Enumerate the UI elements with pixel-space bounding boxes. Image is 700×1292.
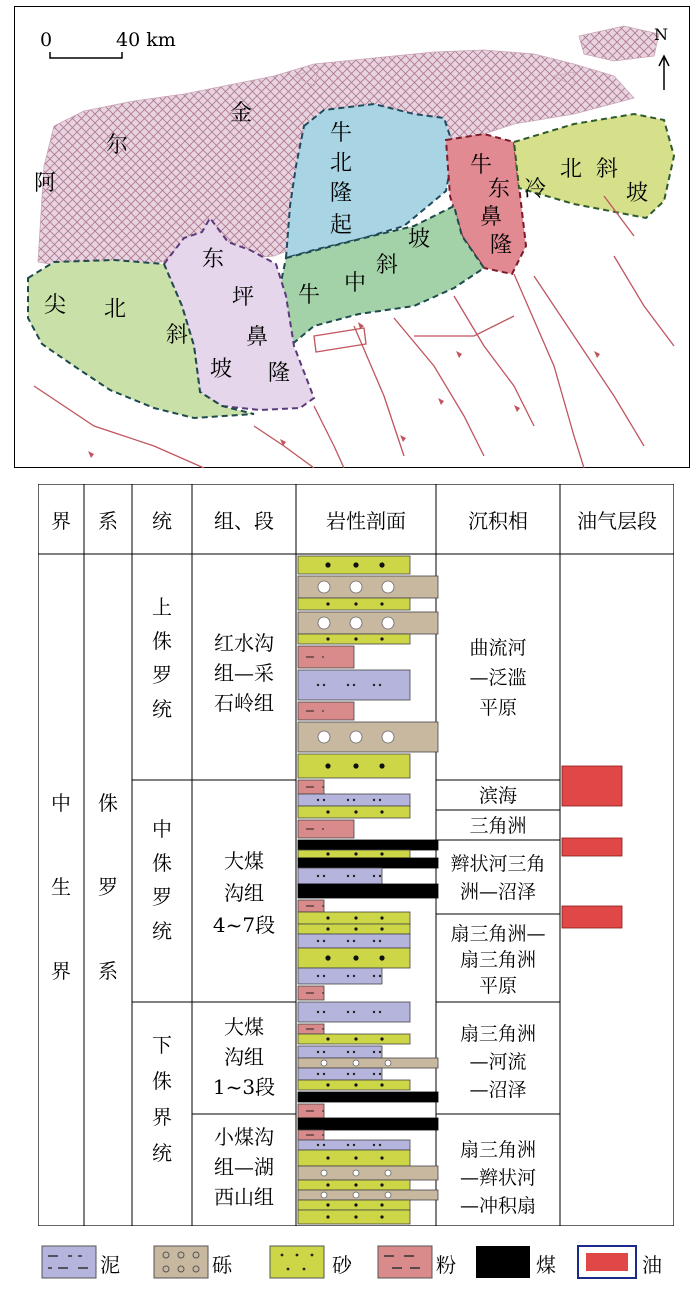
mud-mark [323, 684, 325, 686]
series-lower-1: 下 [152, 1033, 172, 1057]
sand-grain [354, 637, 357, 640]
lith-layer-sand [298, 1180, 410, 1190]
sand-grain [354, 852, 357, 855]
facies-fan-river-2: —河流 [469, 1051, 527, 1073]
system-char-3: 系 [98, 959, 118, 983]
mud-mark [317, 940, 319, 942]
sand-grain [353, 763, 358, 768]
sand-grain [326, 1083, 329, 1086]
legend-sand [270, 1246, 353, 1278]
series-upper-2: 侏 [152, 629, 172, 653]
facies-fan-plain-2: 扇三角洲 [459, 949, 537, 971]
structural-map [14, 6, 690, 468]
mud-mark [323, 799, 325, 801]
mud-mark [379, 975, 381, 977]
system-char-2: 罗 [98, 875, 118, 899]
header-facies: 沉积相 [468, 509, 528, 533]
mud-mark [353, 1051, 355, 1053]
mud-mark [379, 1073, 381, 1075]
label-altun-1: 阿 [34, 171, 57, 196]
lith-layer-mud [298, 868, 382, 884]
mud-mark [373, 1144, 375, 1146]
lith-layer-mud [298, 968, 382, 984]
sand-grain [325, 955, 330, 960]
gravel-clast [350, 617, 362, 629]
lith-layer-coal [298, 884, 438, 898]
series-upper-3: 罗 [152, 663, 172, 687]
facies-meander-2: —泛滥 [469, 667, 527, 689]
lith-layer-gravel [298, 1058, 438, 1068]
facies-braided-2: 洲—沼泽 [459, 881, 537, 903]
facies-meander-1: 曲流河 [469, 637, 527, 659]
label-dongping-4: 隆 [268, 361, 291, 386]
formation-xiaomeigou-3: 西山组 [214, 1185, 274, 1209]
series-upper-1: 上 [152, 595, 172, 619]
label-altun-3: 金 [230, 101, 253, 126]
legend-gravel-label: 砾 [212, 1253, 232, 1277]
label-lengbei-4: 坡 [626, 181, 649, 206]
facies-fan-plain-1: 扇三角洲— [450, 923, 546, 945]
label-lengbei-2: 北 [560, 157, 583, 182]
sand-grain [326, 916, 329, 919]
formation-hongshuigou-3: 石岭组 [214, 691, 274, 715]
lith-layer-sand [298, 1210, 410, 1224]
formation-hongshuigou-1: 红水沟 [214, 631, 274, 655]
north-label: N [654, 25, 668, 44]
gravel-clast [318, 731, 330, 743]
header-series: 统 [152, 509, 172, 533]
mud-mark [317, 1144, 319, 1146]
facies-fan-river-1: 扇三角洲 [459, 1023, 537, 1045]
label-niuzhong-4: 坡 [408, 227, 431, 252]
stratigraphic-column [38, 484, 674, 1226]
lith-layer-sand [298, 806, 410, 818]
label-jianbei-2: 北 [104, 297, 127, 322]
mud-mark [373, 875, 375, 877]
oil-interval-3 [562, 906, 622, 928]
mud-mark [317, 875, 319, 877]
gravel-clast [350, 731, 362, 743]
mud-mark [373, 799, 375, 801]
formation-dameigou13-1: 大煤 [224, 1015, 264, 1039]
legend-silt-label: 粉 [436, 1253, 456, 1277]
mud-mark [373, 975, 375, 977]
label-niubei-1: 牛 [330, 121, 353, 146]
gravel-clast [385, 1060, 391, 1066]
header-lithology: 岩性剖面 [326, 509, 406, 533]
gravel-clast [382, 731, 394, 743]
lith-layer-sand [298, 1034, 410, 1044]
mud-mark [317, 799, 319, 801]
label-jianbei-3: 斜 [166, 323, 189, 348]
lith-layer-mud [298, 1068, 382, 1080]
legend-sand-label: 砂 [332, 1253, 352, 1277]
sand-grain [380, 810, 383, 813]
legend-sand-swatch [270, 1246, 324, 1278]
legend-gravel-swatch [154, 1246, 208, 1278]
sand-grain [353, 562, 358, 567]
mud-mark [353, 799, 355, 801]
facies-braided-1: 辫状河三角 [450, 853, 546, 875]
gravel-clast [353, 1192, 359, 1198]
mud-mark [317, 1011, 319, 1013]
facies-delta: 三角洲 [469, 815, 527, 837]
erathem-char-1: 中 [51, 791, 71, 815]
legend-mud [42, 1246, 120, 1278]
series-middle-1: 中 [152, 817, 172, 841]
mud-mark [323, 940, 325, 942]
facies-fan-alluvial-1: 扇三角洲 [459, 1139, 537, 1161]
legend-oil [578, 1246, 662, 1278]
mud-mark [353, 684, 355, 686]
label-niudong-4: 隆 [490, 233, 513, 258]
lith-layer-sand [298, 1200, 410, 1210]
sand-grain [326, 637, 329, 640]
sand-grain [380, 1037, 383, 1040]
sand-grain [354, 1183, 357, 1186]
sand-grain [354, 1156, 357, 1159]
mud-mark [373, 1073, 375, 1075]
mud-mark [379, 1144, 381, 1146]
mud-mark [347, 940, 349, 942]
mud-mark [347, 975, 349, 977]
sand-grain [354, 1215, 357, 1218]
erathem-char-2: 生 [51, 875, 71, 899]
lith-layer-sand [298, 912, 410, 924]
series-lower-4: 统 [152, 1141, 172, 1165]
sand-grain [380, 1203, 383, 1206]
mud-mark [347, 799, 349, 801]
lith-layer-sand [298, 634, 410, 644]
sand-grain [380, 1156, 383, 1159]
sand-grain [326, 1203, 329, 1206]
series-upper-4: 统 [152, 697, 172, 721]
label-dongping-3: 鼻 [246, 325, 269, 350]
sand-grain [380, 1183, 383, 1186]
lithology-legend [38, 1240, 674, 1284]
series-middle-3: 罗 [152, 885, 172, 909]
sand-grain [380, 852, 383, 855]
sand-grain [380, 916, 383, 919]
gravel-clast [353, 1170, 359, 1176]
mud-mark [317, 975, 319, 977]
sand-grain [380, 637, 383, 640]
sand-grain [325, 763, 330, 768]
sand-grain [354, 1037, 357, 1040]
lith-layer-coal [298, 1092, 438, 1102]
sand-grain [354, 916, 357, 919]
header-erathem: 界 [51, 509, 71, 533]
sand-grain [354, 1083, 357, 1086]
gravel-clast [385, 1192, 391, 1198]
legend-coal-label: 煤 [536, 1253, 556, 1277]
mud-mark [373, 940, 375, 942]
mud-mark [347, 875, 349, 877]
mud-mark [353, 940, 355, 942]
label-altun-2: 尔 [106, 133, 129, 158]
label-niudong-3: 鼻 [480, 205, 503, 230]
mud-mark [317, 684, 319, 686]
formation-dameigou47-3: 4~7段 [212, 913, 276, 937]
sand-grain [326, 927, 329, 930]
sand-grain [326, 1183, 329, 1186]
sand-grain [354, 602, 357, 605]
erathem-char-3: 界 [51, 959, 71, 983]
gravel-clast [321, 1192, 327, 1198]
sand-grain [354, 927, 357, 930]
gravel-clast [321, 1060, 327, 1066]
mud-mark [379, 799, 381, 801]
mud-mark [323, 1051, 325, 1053]
legend-coal [476, 1246, 556, 1278]
header-formation: 组、段 [214, 509, 274, 533]
gravel-clast [385, 1170, 391, 1176]
legend-mud-swatch [42, 1246, 96, 1278]
gravel-clast [318, 617, 330, 629]
lith-layer-coal [298, 1118, 438, 1130]
mud-mark [379, 940, 381, 942]
scale-distance-label: 40 km [116, 29, 176, 51]
facies-fan-alluvial-3: —冲积扇 [459, 1195, 537, 1217]
mud-mark [353, 1011, 355, 1013]
formation-dameigou13-2: 沟组 [224, 1045, 264, 1069]
formation-xiaomeigou-2: 组—湖 [214, 1155, 274, 1179]
label-jianbei-1: 尖 [44, 293, 67, 318]
sand-grain [326, 1037, 329, 1040]
sand-grain [380, 927, 383, 930]
gravel-clast [382, 581, 394, 593]
facies-meander-3: 平原 [478, 697, 518, 719]
header-system: 系 [98, 509, 118, 533]
header-oil-gas: 油气层段 [577, 509, 657, 533]
formation-hongshuigou-2: 组—采 [214, 661, 274, 685]
label-niubei-4: 起 [330, 213, 353, 238]
label-niubei-2: 北 [330, 151, 353, 176]
mud-mark [379, 684, 381, 686]
sand-grain [354, 810, 357, 813]
mud-mark [353, 1144, 355, 1146]
lith-layer-coal [298, 840, 438, 850]
mud-mark [353, 1073, 355, 1075]
facies-fan-plain-3: 平原 [478, 975, 518, 997]
mud-mark [373, 1011, 375, 1013]
lith-layer-gravel [298, 1166, 438, 1180]
mud-mark [323, 1011, 325, 1013]
sand-grain [325, 562, 330, 567]
sand-grain [353, 955, 358, 960]
sand-grain [326, 1156, 329, 1159]
series-lower-3: 界 [152, 1105, 172, 1129]
sand-grain [326, 852, 329, 855]
lith-layer-sand [298, 1150, 410, 1166]
label-niudong-2: 东 [488, 177, 511, 202]
sand-grain [326, 602, 329, 605]
mud-mark [323, 1073, 325, 1075]
lith-layer-sand [298, 1080, 410, 1090]
sand-grain [326, 810, 329, 813]
label-niuzhong-2: 中 [344, 271, 367, 296]
sand-grain [379, 955, 384, 960]
lith-layer-coal [298, 858, 438, 868]
gravel-clast [321, 1170, 327, 1176]
sand-grain [380, 602, 383, 605]
label-dongping-1: 东 [202, 247, 225, 272]
sand-grain [380, 1083, 383, 1086]
gravel-clast [350, 581, 362, 593]
lith-layer-gravel [298, 1190, 438, 1200]
gravel-clast [353, 1060, 359, 1066]
sand-grain [354, 1203, 357, 1206]
formation-dameigou13-3: 1~3段 [212, 1075, 276, 1099]
lith-layer-sand [298, 924, 410, 934]
legend-silt-swatch [378, 1246, 432, 1278]
mud-mark [347, 1051, 349, 1053]
mud-mark [317, 1073, 319, 1075]
sand-grain [379, 763, 384, 768]
mud-mark [323, 975, 325, 977]
facies-coastal: 滨海 [478, 785, 518, 807]
label-lengbei-1: 冷 [524, 177, 547, 202]
legend-oil-label: 油 [642, 1253, 662, 1277]
legend-gravel [154, 1246, 233, 1278]
legend-silt [378, 1246, 456, 1278]
facies-fan-alluvial-2: —辫状河 [459, 1167, 537, 1189]
series-middle-4: 统 [152, 919, 172, 943]
lith-layer-mud [298, 1046, 382, 1058]
lith-layer-sand [298, 598, 410, 610]
label-niuzhong-1: 牛 [298, 283, 321, 308]
label-niubei-3: 隆 [330, 181, 353, 206]
series-lower-2: 侏 [152, 1069, 172, 1093]
mud-mark [373, 1051, 375, 1053]
oil-interval-1 [562, 766, 622, 806]
sand-grain [326, 1215, 329, 1218]
mud-mark [347, 684, 349, 686]
label-niuzhong-3: 斜 [376, 253, 399, 278]
lith-layer-sand [298, 850, 410, 858]
mud-mark [323, 1144, 325, 1146]
oil-interval-2 [562, 838, 622, 856]
sand-grain [379, 562, 384, 567]
mud-mark [347, 1011, 349, 1013]
legend-coal-swatch [476, 1246, 530, 1278]
sand-grain [380, 1215, 383, 1218]
mud-mark [379, 1051, 381, 1053]
formation-dameigou47-1: 大煤 [224, 849, 264, 873]
gravel-clast [382, 617, 394, 629]
mud-mark [317, 1051, 319, 1053]
formation-xiaomeigou-1: 小煤沟 [214, 1125, 274, 1149]
mud-mark [373, 684, 375, 686]
gravel-clast [318, 581, 330, 593]
legend-mud-label: 泥 [100, 1253, 120, 1277]
label-lengbei-3: 斜 [596, 157, 619, 182]
label-niudong-1: 牛 [470, 153, 493, 178]
mud-mark [347, 1144, 349, 1146]
series-middle-2: 侏 [152, 851, 172, 875]
mud-mark [379, 875, 381, 877]
mud-mark [379, 1011, 381, 1013]
mud-mark [353, 975, 355, 977]
formation-dameigou47-2: 沟组 [224, 881, 264, 905]
scale-zero-label: 0 [40, 29, 53, 51]
label-jianbei-4: 坡 [210, 357, 233, 382]
mud-mark [353, 875, 355, 877]
label-dongping-2: 坪 [232, 285, 255, 310]
mud-mark [347, 1073, 349, 1075]
system-char-1: 侏 [98, 791, 118, 815]
facies-fan-river-3: —沼泽 [469, 1079, 527, 1101]
mud-mark [323, 875, 325, 877]
